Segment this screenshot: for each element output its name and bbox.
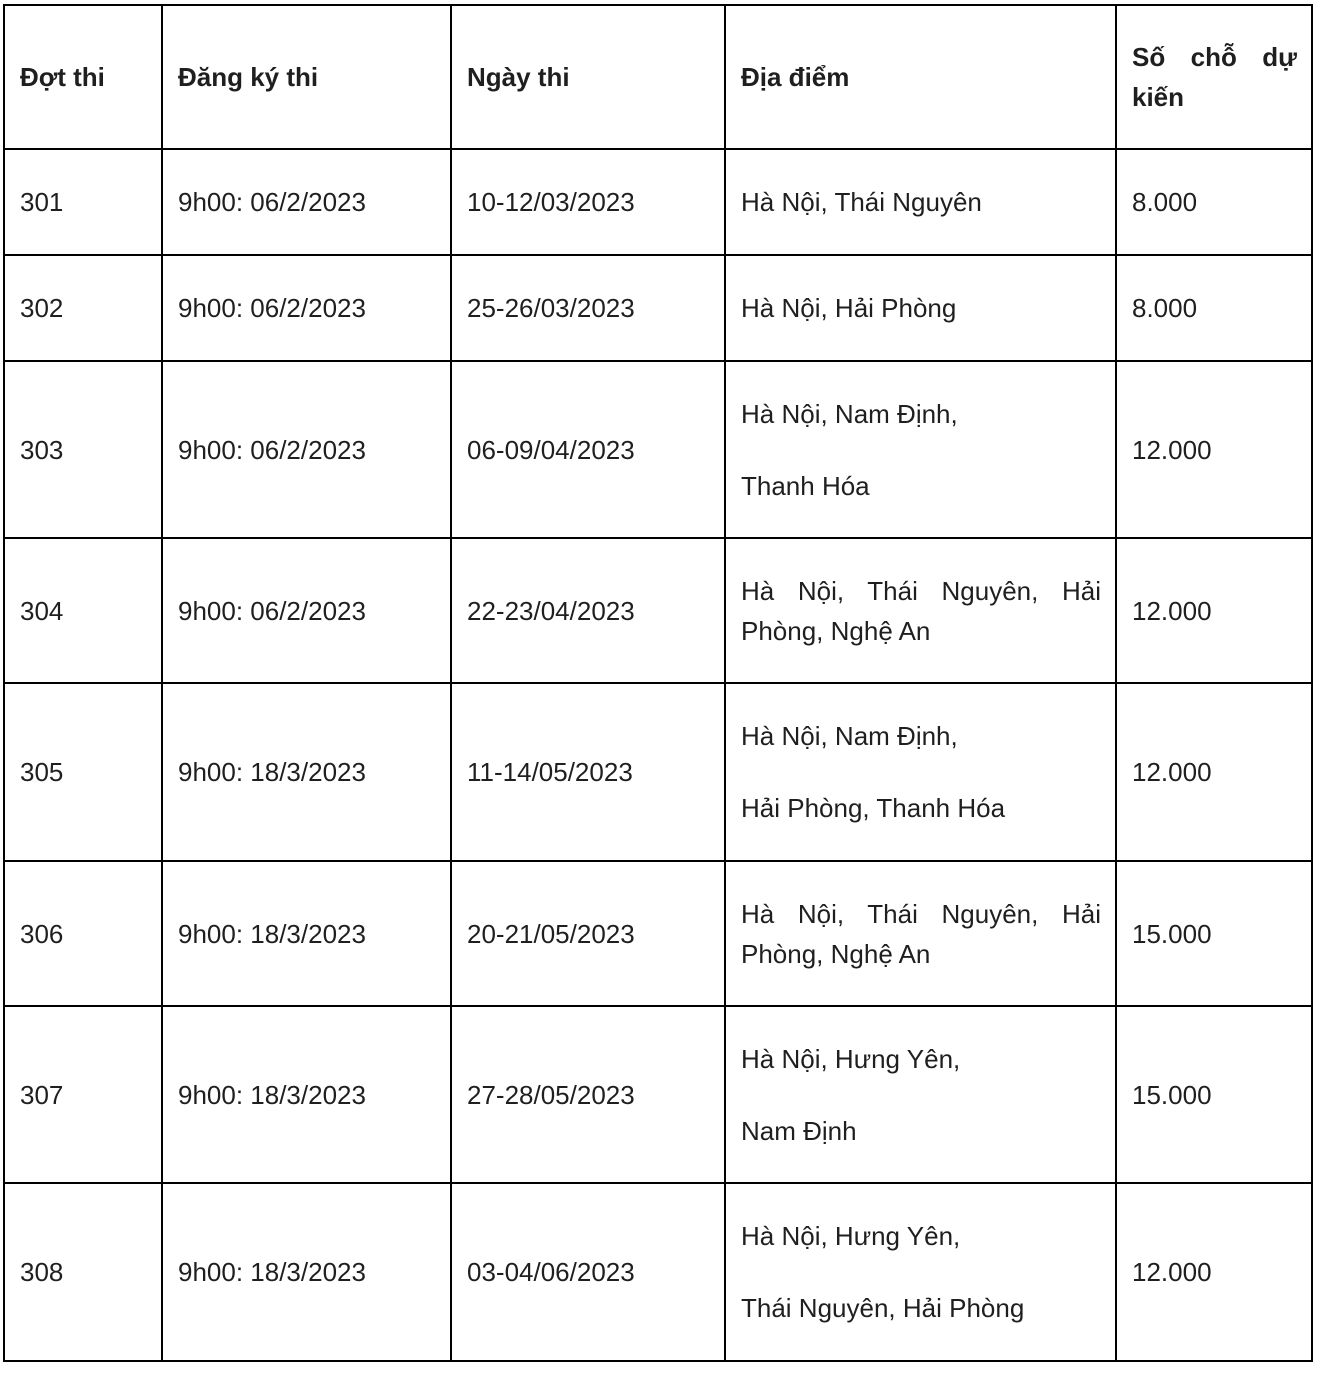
location-line: Hải Phòng, Thanh Hóa bbox=[741, 793, 1006, 823]
header-location: Địa điểm bbox=[725, 5, 1116, 149]
location-line: Thanh Hóa bbox=[741, 470, 870, 501]
table-row bbox=[4, 1183, 1312, 1361]
location-line: Hà Nội, Hải Phòng bbox=[741, 293, 957, 323]
table-row bbox=[4, 255, 1312, 361]
header-exam-date: Ngày thi bbox=[451, 5, 725, 149]
cell-registration: 9h00: 06/2/2023 bbox=[162, 538, 451, 683]
cell-round: 303 bbox=[4, 361, 162, 538]
cell-registration: 9h00: 18/3/2023 bbox=[162, 861, 451, 1006]
cell-seats: 12.000 bbox=[1116, 1183, 1312, 1361]
cell-seats: 8.000 bbox=[1116, 255, 1312, 361]
exam-schedule-table bbox=[3, 4, 1313, 1362]
cell-round: 306 bbox=[4, 861, 162, 1006]
cell-exam-date: 25-26/03/2023 bbox=[451, 255, 725, 361]
header-round: Đợt thi bbox=[4, 5, 162, 149]
table-row bbox=[4, 861, 1312, 1006]
location-line: Hà Nội, Thái Nguyên bbox=[741, 187, 982, 217]
cell-exam-date: 06-09/04/2023 bbox=[451, 361, 725, 538]
table-row bbox=[4, 538, 1312, 683]
cell-exam-date: 10-12/03/2023 bbox=[451, 149, 725, 255]
cell-round: 301 bbox=[4, 149, 162, 255]
header-registration: Đăng ký thi bbox=[162, 5, 451, 149]
cell-location bbox=[725, 861, 1116, 1006]
location-line: Hà Nội, Hưng Yên, bbox=[741, 1043, 961, 1074]
header-seats: Số chỗ dự kiến bbox=[1116, 5, 1312, 149]
cell-exam-date: 27-28/05/2023 bbox=[451, 1006, 725, 1183]
cell-seats: 15.000 bbox=[1116, 1006, 1312, 1183]
cell-location bbox=[725, 1183, 1116, 1361]
cell-location bbox=[725, 683, 1116, 861]
cell-registration: 9h00: 18/3/2023 bbox=[162, 683, 451, 861]
cell-exam-date: 22-23/04/2023 bbox=[451, 538, 725, 683]
table-row bbox=[4, 1006, 1312, 1183]
cell-registration: 9h00: 18/3/2023 bbox=[162, 1183, 451, 1361]
location-text: Hà Nội, Thái Nguyên, Hải Phòng, Nghệ An bbox=[741, 575, 1101, 646]
cell-seats: 12.000 bbox=[1116, 538, 1312, 683]
cell-location bbox=[725, 149, 1116, 255]
location-line: Nam Định bbox=[741, 1115, 857, 1146]
cell-registration: 9h00: 06/2/2023 bbox=[162, 255, 451, 361]
cell-round: 302 bbox=[4, 255, 162, 361]
cell-location bbox=[725, 255, 1116, 361]
cell-location bbox=[725, 538, 1116, 683]
cell-seats: 12.000 bbox=[1116, 683, 1312, 861]
cell-round: 304 bbox=[4, 538, 162, 683]
table-row bbox=[4, 361, 1312, 538]
cell-registration: 9h00: 06/2/2023 bbox=[162, 149, 451, 255]
header-row bbox=[4, 5, 1312, 149]
cell-exam-date: 20-21/05/2023 bbox=[451, 861, 725, 1006]
cell-registration: 9h00: 06/2/2023 bbox=[162, 361, 451, 538]
table-row bbox=[4, 683, 1312, 861]
location-line: Thái Nguyên, Hải Phòng bbox=[741, 1293, 1025, 1323]
cell-seats: 15.000 bbox=[1116, 861, 1312, 1006]
cell-seats: 12.000 bbox=[1116, 361, 1312, 538]
location-line: Hà Nội, Nam Định, bbox=[741, 398, 958, 429]
cell-exam-date: 03-04/06/2023 bbox=[451, 1183, 725, 1361]
table-row bbox=[4, 149, 1312, 255]
cell-round: 305 bbox=[4, 683, 162, 861]
cell-round: 308 bbox=[4, 1183, 162, 1361]
cell-location bbox=[725, 1006, 1116, 1183]
location-text: Hà Nội, Thái Nguyên, Hải Phòng, Nghệ An bbox=[741, 898, 1101, 969]
cell-exam-date: 11-14/05/2023 bbox=[451, 683, 725, 861]
cell-registration: 9h00: 18/3/2023 bbox=[162, 1006, 451, 1183]
cell-round: 307 bbox=[4, 1006, 162, 1183]
cell-location bbox=[725, 361, 1116, 538]
location-line: Hà Nội, Nam Định, bbox=[741, 721, 958, 751]
location-line: Hà Nội, Hưng Yên, bbox=[741, 1221, 961, 1251]
cell-seats: 8.000 bbox=[1116, 149, 1312, 255]
